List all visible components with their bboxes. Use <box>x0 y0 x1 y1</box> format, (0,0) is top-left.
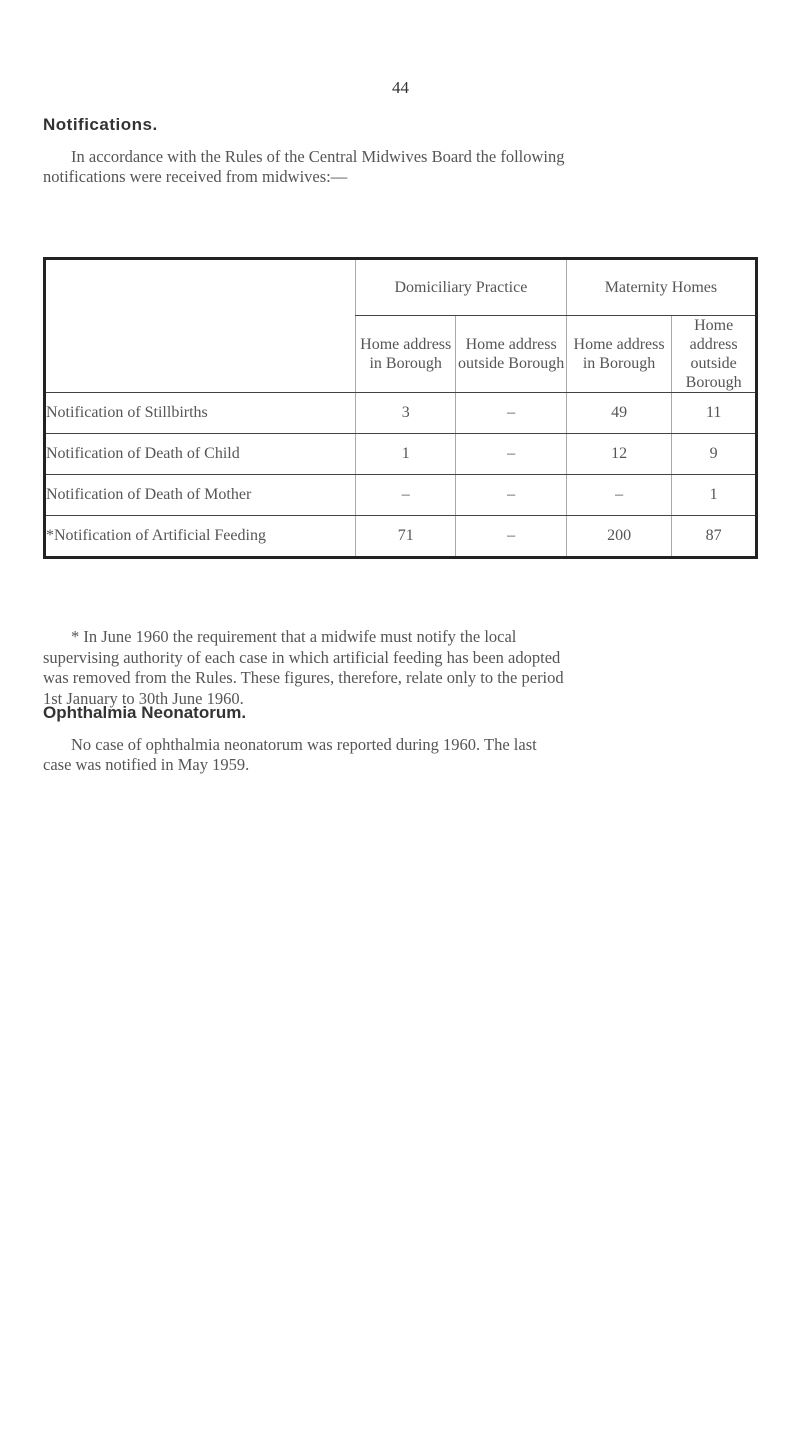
column-header: Home address outside Borough <box>456 316 566 393</box>
table-cell: – <box>456 516 566 558</box>
footnote-line-1: * In June 1960 the requirement that a midwife must notify the local <box>71 627 517 646</box>
table-cell: – <box>456 393 566 434</box>
table-cell: 200 <box>566 516 671 558</box>
column-header: Home address in Borough <box>566 316 671 393</box>
intro-line-2: notifications were received from midwives:— <box>43 167 348 186</box>
table-cell: 1 <box>355 434 456 475</box>
row-label: Notification of Stillbirths <box>45 393 356 434</box>
table-cell: 87 <box>672 516 757 558</box>
table-row <box>45 393 757 434</box>
table-cell: 3 <box>355 393 456 434</box>
table-cell: 12 <box>566 434 671 475</box>
group-header-maternity: Maternity Homes <box>566 259 756 316</box>
table-cell: 11 <box>672 393 757 434</box>
table-row <box>45 516 757 558</box>
table-cell: 1 <box>672 475 757 516</box>
ophthalmia-heading: Ophthalmia Neonatorum. <box>43 703 247 722</box>
ophthalmia-paragraph <box>43 735 765 775</box>
footnote <box>43 627 765 709</box>
ophthalmia-line-1: No case of ophthalmia neonatorum was reported during 1960. The last <box>71 735 537 754</box>
table-cell: – <box>456 434 566 475</box>
column-header: Home address outside Borough <box>672 316 757 393</box>
table-row <box>45 434 757 475</box>
intro-line-1: In accordance with the Rules of the Central Midwives Board the following <box>71 147 565 166</box>
table-cell: 9 <box>672 434 757 475</box>
table-cell: – <box>566 475 671 516</box>
notifications-intro <box>43 147 763 187</box>
table-cell: 71 <box>355 516 456 558</box>
table-cell: 49 <box>566 393 671 434</box>
footnote-line-4: 1st January to 30th June 1960. <box>43 688 244 708</box>
table-corner <box>45 259 356 393</box>
column-header: Home address in Borough <box>355 316 456 393</box>
notifications-heading: Notifications. <box>43 115 158 134</box>
notifications-table <box>43 257 758 559</box>
ophthalmia-line-2: case was notified in May 1959. <box>43 755 250 774</box>
table-row <box>45 475 757 516</box>
row-label: *Notification of Artificial Feeding <box>46 527 266 544</box>
page-number: 44 <box>392 78 409 97</box>
row-label: Notification of Death of Child <box>45 434 356 475</box>
footnote-line-3: was removed from the Rules. These figures, therefore, relate only to the period <box>43 668 564 687</box>
row-label: Notification of Death of Mother <box>45 475 356 516</box>
footnote-line-2: supervising authority of each case in which artificial feeding has been adopted <box>43 647 561 667</box>
table-cell: – <box>355 475 456 516</box>
group-header-domiciliary: Domiciliary Practice <box>355 259 566 316</box>
table-cell: – <box>456 475 566 516</box>
